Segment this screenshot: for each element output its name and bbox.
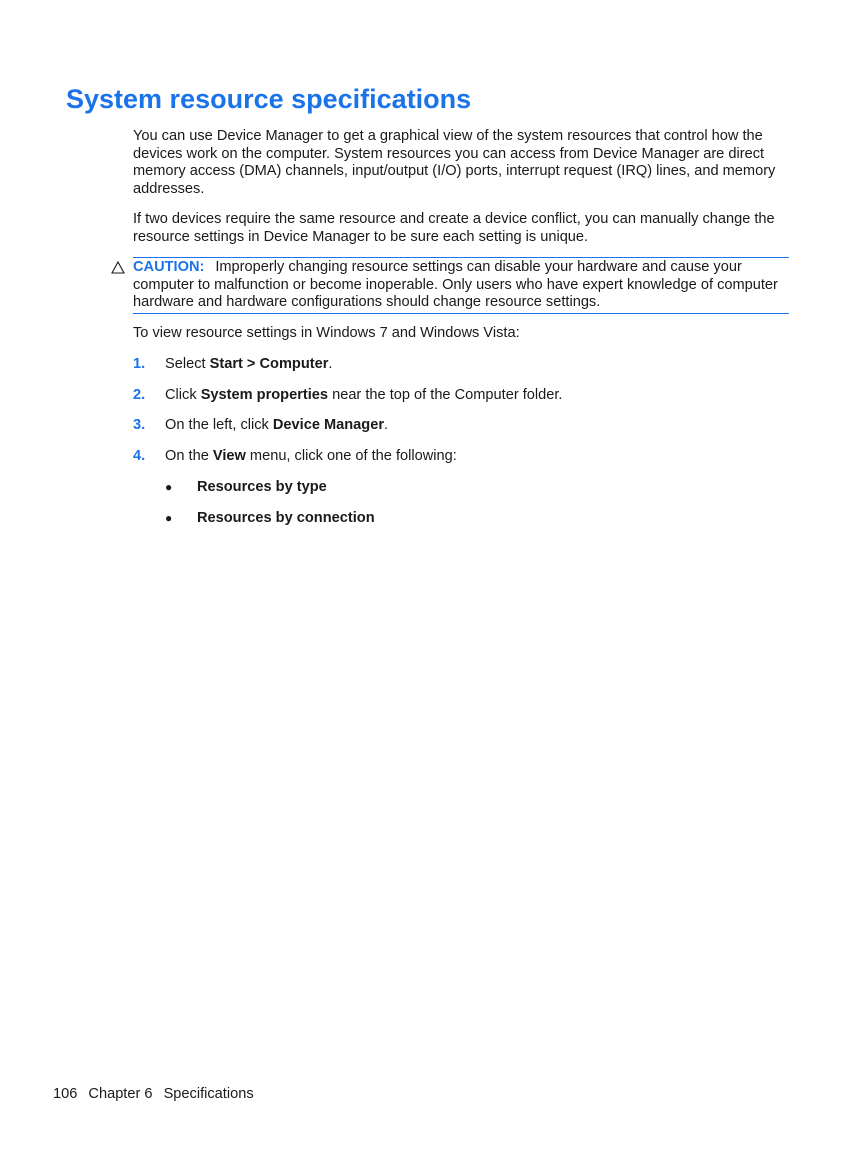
paragraph-device-conflict: If two devices require the same resource and create a device conflict, you can manually change the resource settings in Device Manager to be sure each setting is unique.	[133, 211, 775, 245]
footer-chapter: Chapter 6	[88, 1086, 153, 1102]
step-number: 3.	[133, 417, 146, 433]
caution-text	[133, 259, 789, 312]
page-footer	[53, 1086, 261, 1104]
step-text-pre: On the	[165, 448, 213, 464]
paragraph-device-manager: You can use Device Manager to get a graphical view of the system resources that control how the devices work on the computer. System resources you can access from Device Manager are direct memory access (DMA) channels, input/output (I/O) ports, interrupt request (IRQ) lines, and memory addresses.	[133, 128, 776, 197]
bullet-marker: ●	[165, 511, 173, 525]
caution-label: CAUTION:	[133, 259, 205, 275]
steps-intro: To view resource settings in Windows 7 and Windows Vista:	[133, 325, 520, 341]
page-number: 106	[53, 1086, 78, 1102]
step-number: 1.	[133, 356, 146, 372]
caution-note	[133, 257, 789, 314]
step-number: 2.	[133, 387, 146, 403]
step-text-post: menu, click one of the following:	[245, 448, 457, 464]
step-text-post: .	[384, 417, 389, 433]
bullet-marker: ●	[165, 480, 173, 494]
step-text-pre: Select	[165, 356, 210, 372]
step-text	[165, 356, 332, 374]
step-text	[165, 387, 563, 405]
step-text-pre: On the left, click	[165, 417, 273, 433]
step-text-pre: Click	[165, 387, 201, 403]
step-text-bold: Device Manager	[272, 417, 385, 433]
step-text-bold: View	[212, 448, 246, 464]
caution-body: Improperly changing resource settings can disable your hardware and cause your computer to malfunction or become inoperable. Only users who have expert knowledge of computer hardware and hardware configurations should change resource settings.	[133, 259, 778, 310]
warning-triangle-icon	[111, 261, 125, 274]
step-text-post: .	[328, 356, 333, 372]
step-number: 4.	[133, 448, 146, 464]
step-text	[165, 448, 457, 466]
bullet-text: Resources by type	[197, 479, 327, 495]
step-text	[165, 417, 388, 435]
step-text-bold: Start > Computer	[209, 356, 329, 372]
footer-section: Specifications	[163, 1086, 254, 1102]
step-text-post: near the top of the Computer folder.	[328, 387, 563, 403]
bullet-text: Resources by connection	[197, 510, 375, 526]
page-title: System resource specifications	[66, 84, 472, 114]
step-text-bold: System properties	[200, 387, 329, 403]
